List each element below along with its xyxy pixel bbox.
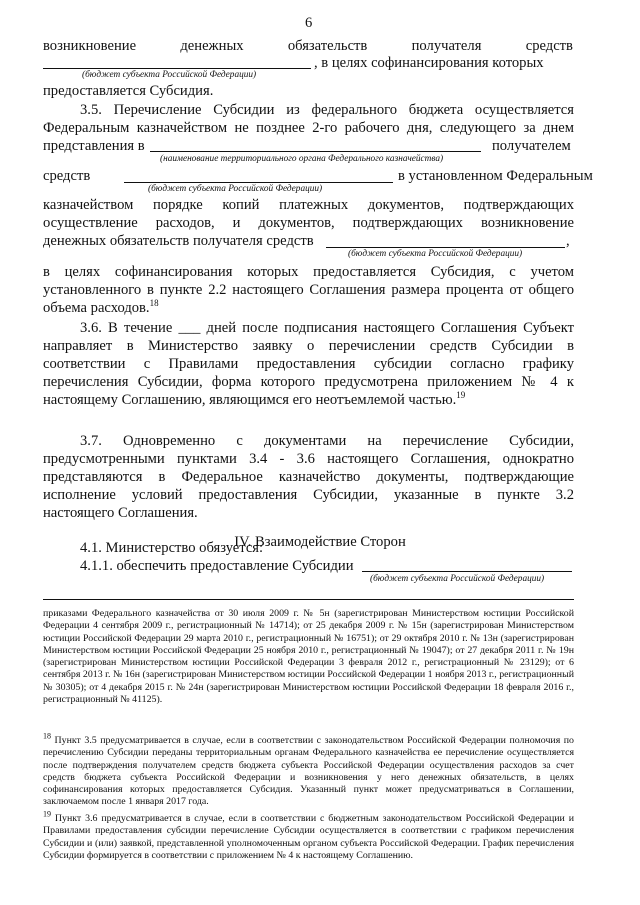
footnote-text: Пункт 3.6 предусматривается в случае, если в соответствии с бюджетным законодательством Российской Федерации и Правилами предоставления субсидии перечисление Субсидии осуществляется в соответствии с графиком перечисления Субсидии и (или) заявкой, представленной уполномоченным органом субъекта Российской Федерации. График перечисления Субсидии формируется в соответствии с приложением № 4 к настоящему Соглашению. [43,813,574,861]
section-heading: IV. Взаимодействие Сторон [234,534,406,550]
p37-line: предусмотренными пунктами 3.4 - 3.6 настоящего Соглашения, однократно [43,451,574,467]
p37-line: 3.7. Одновременно с документами на перечисление Субсидии, [80,433,574,449]
word: обязательств [287,38,368,54]
caption-budget: (бюджет субъекта Российской Федерации) [370,574,545,584]
footnote-ref-19: 19 [456,390,466,401]
p35-text: объема расходов. [43,300,150,316]
footnote-19 [43,809,574,862]
p36-line [43,391,465,409]
caption-organ: (наименование территориального органа Федерального казначейства) [160,154,444,164]
p36-line: перечисления Субсидии, форма которого предусмотрена приложением № 4 к [43,374,574,390]
line-header-words [43,37,573,55]
footnote-separator [43,599,574,600]
footnote-ref-18: 18 [149,298,159,309]
caption-budget: (бюджет субъекта Российской Федерации) [148,184,323,194]
p41: 4.1. Министерство обязуется: [80,540,264,556]
p36-text: настоящему Соглашению, являющимся его неотъемлемой частью. [43,392,457,408]
blank-line [362,571,572,572]
p35-line: установленного в пункте 2.2 настоящего Соглашения размера процента от общего [43,282,574,298]
footnote-continuation: приказами Федерального казначейства от 30 июля 2009 г. № 5н (зарегистрирован Министерством юстиции Российской Федерации 4 сентября 2009 г., регистрационный № 14714); от 25 декабря 2009 г. № 15н (зарегистрирован Министерством юстиции Российской Федерации 29 марта 2010 г., регистрационный № 16751); от 29 октября 2010 г. № 13н (зарегистрирован Министерством юстиции Российской Федерации 25 ноября 2010 г., регистрационный № 19047); от 27 декабря 2011 г. № 19н (зарегистрирован Министерством юстиции Российской Федерации 3 февраля 2012 г., регистрационный № 23129); от 6 сентября 2013 г. № 16н (зарегистрирован Министерством юстиции Российской Федерации 1 ноября 2013 г., регистрационный № 30305); от 4 декабря 2015 г. № 24н (зарегистрирован Министерством юстиции Российской Федерации 18 февраля 2016 г., регистрационный № 41125). [43,608,574,706]
text-line: предоставляется Субсидия. [43,83,214,99]
footnote-text: Пункт 3.5 предусматривается в случае, если в соответствии с законодательством Российской Федерации полномочия по перечислению Субсидии переданы территориальным органам Федерального казначейства ее перечисление осуществляется после подтверждения получателем средств бюджета субъекта Российской Федерации осуществления расходов за счет средств бюджета субъекта Российской Федерации и возникновения у него денежных обязательств, в целях софинансирования которых предоставляется Субсидия. Указанный пункт может предусматриваться в Соглашении, заключаемом после 1 января 2017 года. [43,735,574,808]
footnote-18 [43,731,574,809]
p36-line: 3.6. В течение ___ дней после подписания настоящего Соглашения Субъект [80,320,574,336]
caption-budget: (бюджет субъекта Российской Федерации) [348,249,523,259]
p35-line: средств [43,168,91,184]
blank-line [124,182,393,183]
p35-line: осуществление расходов, и документов, подтверждающих возникновение [43,215,574,231]
p35-line: получателем [492,138,571,154]
p37-line: представляются в Федеральное казначейство документы, подтверждающие [43,469,574,485]
p37-line: исполнение условий предоставления Субсидии, указанные в пункте 3.2 [43,487,574,503]
caption-budget: (бюджет субъекта Российской Федерации) [82,70,257,80]
p35-line: в целях софинансирования которых предоставляется Субсидия, с учетом [43,264,574,280]
p35-line: Федеральным казначейством не позднее 2-го рабочего дня, следующего за днем [43,120,574,136]
p37-line: настоящего Соглашения. [43,505,198,521]
blank-line [150,151,481,152]
p36-line: направляет в Министерство заявку о перечислении средств Субсидии в [43,338,574,354]
p35-line: в установленном Федеральным [398,168,593,184]
footnote-number: 19 [43,809,51,819]
blank-line [326,247,565,248]
p35-line: , [566,233,570,249]
footnote-number: 18 [43,731,51,741]
p411: 4.1.1. обеспечить предоставление Субсидии [80,558,354,574]
p36-line: соответствии с Правилами предоставления субсидии согласно графику [43,356,574,372]
page-number: 6 [305,15,313,31]
word: возникновение [43,38,137,54]
word: получателя [411,38,482,54]
blank-line [43,68,311,69]
word: средств [525,38,573,54]
text-line: , в целях софинансирования которых [314,55,544,71]
p35-line: представления в [43,138,145,154]
p35-line [43,299,159,317]
word: денежных [180,38,244,54]
p35-line: казначейством порядке копий платежных документов, подтверждающих [43,197,574,213]
p35-line: денежных обязательств получателя средств [43,233,314,249]
p35-line: 3.5. Перечисление Субсидии из федерального бюджета осуществляется [80,102,574,118]
